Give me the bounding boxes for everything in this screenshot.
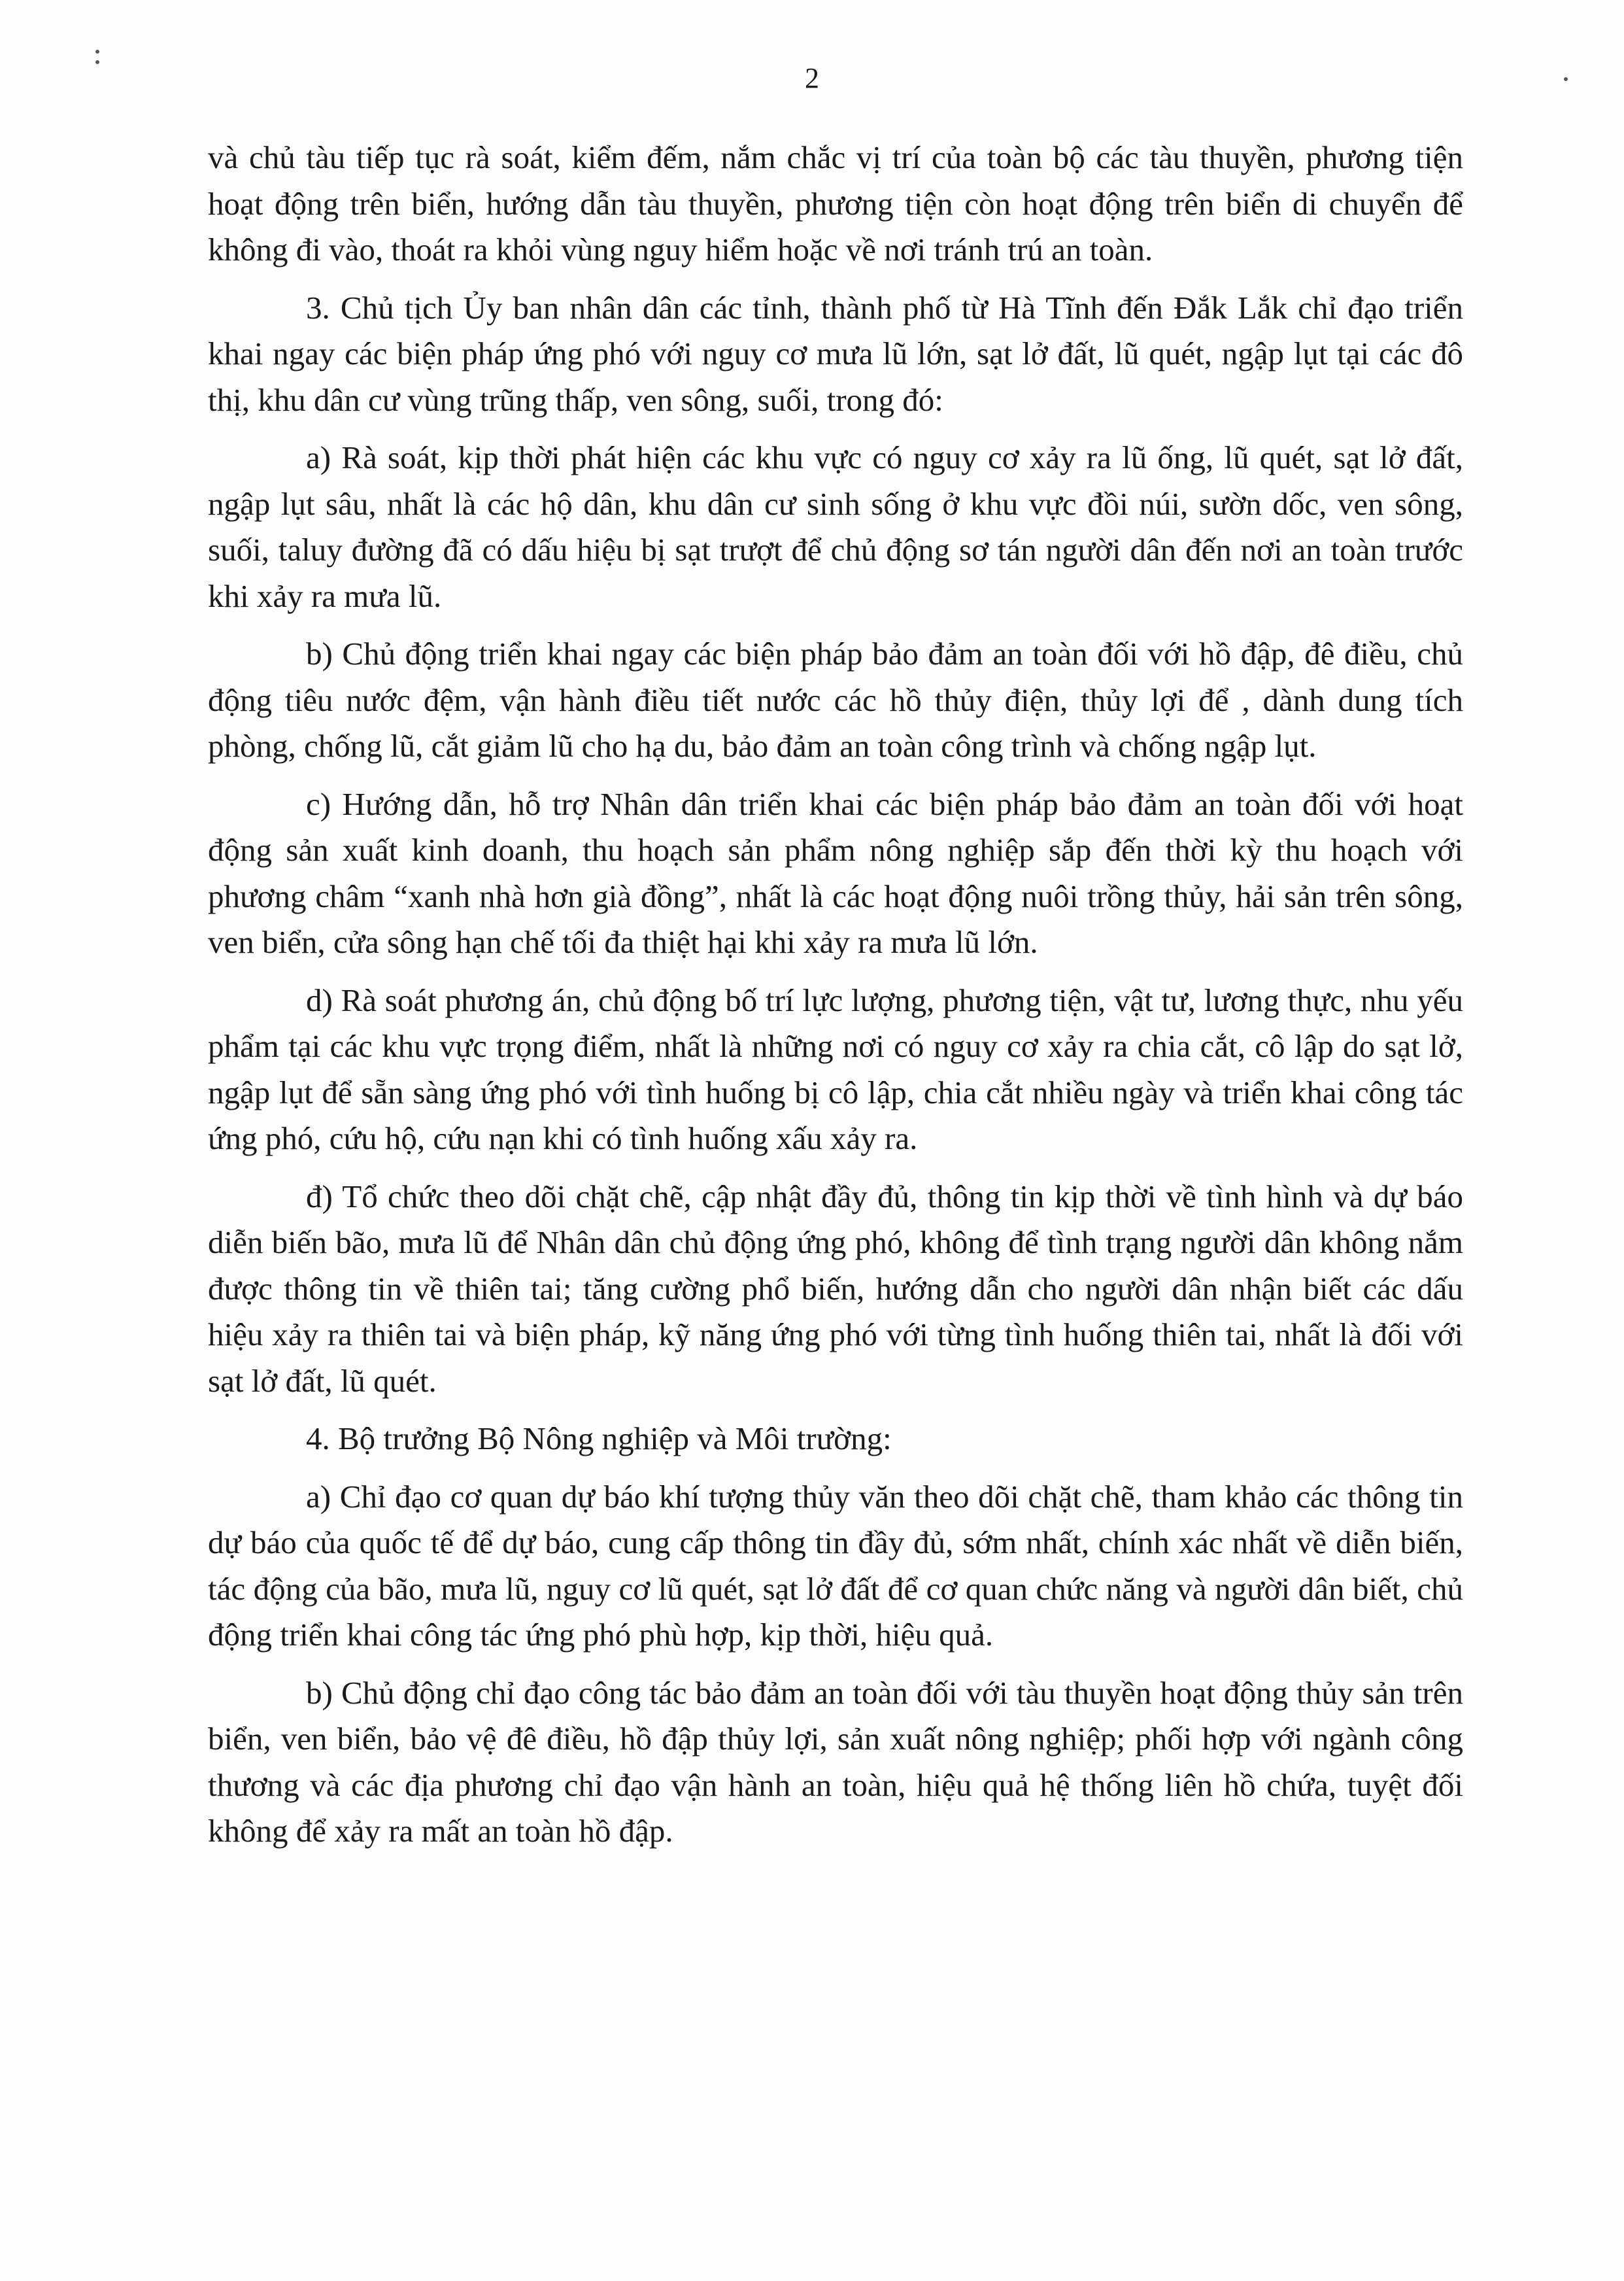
paragraph-item-3c: c) Hướng dẫn, hỗ trợ Nhân dân triển khai các biện pháp bảo đảm an toàn đối với hoạt động sản xuất kinh doanh, thu hoạch sản phẩm nông nghiệp sắp đến thời kỳ thu hoạch với phương châm “xanh nhà hơn già đồng”, nhất là các hoạt động nuôi trồng thủy, hải sản trên sông, ven biển, cửa sông hạn chế tối đa thiệt hại khi xảy ra mưa lũ lớn.	[208, 785, 1463, 960]
paragraph-item-4a: a) Chỉ đạo cơ quan dự báo khí tượng thủy văn theo dõi chặt chẽ, tham khảo các thông tin dự báo của quốc tế để dự báo, cung cấp thông tin đầy đủ, sớm nhất, chính xác nhất về diễn biến, tác động của bão, mưa lũ, nguy cơ lũ quét, sạt lở đất để cơ quan chức năng và người dân biết, chủ động triển khai công tác ứng phó phù hợp, kịp thời, hiệu quả.	[208, 1478, 1463, 1653]
paragraph-item-3a: a) Rà soát, kịp thời phát hiện các khu vực có nguy cơ xảy ra lũ ống, lũ quét, sạt lở đất, ngập lụt sâu, nhất là các hộ dân, khu dân cư sinh sống ở khu vực đồi núi, sườn dốc, ven sông, suối, taluy đường đã có dấu hiệu bị sạt trượt để chủ động sơ tán người dân đến nơi an toàn trước khi xảy ra mưa lũ.	[208, 439, 1463, 614]
paragraph-continuation: và chủ tàu tiếp tục rà soát, kiểm đếm, nắm chắc vị trí của toàn bộ các tàu thuyền, phương tiện hoạt động trên biển, hướng dẫn tàu thuyền, phương tiện còn hoạt động trên biển di chuyển để không đi vào, thoát ra khỏi vùng nguy hiểm hoặc về nơi tránh trú an toàn.	[208, 139, 1463, 267]
paragraph-item-3dd: đ) Tổ chức theo dõi chặt chẽ, cập nhật đầy đủ, thông tin kịp thời về tình hình và dự báo diễn biến bão, mưa lũ để Nhân dân chủ động ứng phó, không để tình trạng người dân không nắm được thông tin về thiên tai; tăng cường phổ biến, hướng dẫn cho người dân nhận biết các dấu hiệu xảy ra thiên tai và biện pháp, kỹ năng ứng phó với từng tình huống thiên tai, nhất là đối với sạt lở đất, lũ quét.	[208, 1178, 1463, 1399]
paragraph-item-3: 3. Chủ tịch Ủy ban nhân dân các tỉnh, thành phố từ Hà Tĩnh đến Đắk Lắk chỉ đạo triển khai ngay các biện pháp ứng phó với nguy cơ mưa lũ lớn, sạt lở đất, lũ quét, ngập lụt tại các đô thị, khu dân cư vùng trũng thấp, ven sông, suối, trong đó:	[208, 289, 1463, 418]
paragraph-item-4: 4. Bộ trưởng Bộ Nông nghiệp và Môi trường:	[306, 1420, 892, 1456]
paragraph-item-4b: b) Chủ động chỉ đạo công tác bảo đảm an toàn đối với tàu thuyền hoạt động thủy sản trên biển, ven biển, bảo vệ đê điều, hồ đập thủy lợi, sản xuất nông nghiệp; phối hợp với ngành công thương và các địa phương chỉ đạo vận hành an toàn, hiệu quả hệ thống liên hồ chứa, tuyệt đối không để xảy ra mất an toàn hồ đập.	[208, 1674, 1463, 1849]
paragraph-item-3b: b) Chủ động triển khai ngay các biện pháp bảo đảm an toàn đối với hồ đập, đê điều, chủ động tiêu nước đệm, vận hành điều tiết nước các hồ thủy điện, thủy lợi để , dành dung tích phòng, chống lũ, cắt giảm lũ cho hạ du, bảo đảm an toàn công trình và chống ngập lụt.	[208, 636, 1463, 764]
page-number: 2	[805, 62, 819, 94]
document-body	[208, 135, 1463, 1855]
scan-speck	[95, 50, 99, 54]
paragraph-item-3d: d) Rà soát phương án, chủ động bố trí lực lượng, phương tiện, vật tư, lương thực, nhu yếu phẩm tại các khu vực trọng điểm, nhất là những nơi có nguy cơ xảy ra chia cắt, cô lập do sạt lở, ngập lụt để sẵn sàng ứng phó với tình huống bị cô lập, chia cắt nhiều ngày và triển khai công tác ứng phó, cứu hộ, cứu nạn khi có tình huống xấu xảy ra.	[208, 982, 1463, 1156]
